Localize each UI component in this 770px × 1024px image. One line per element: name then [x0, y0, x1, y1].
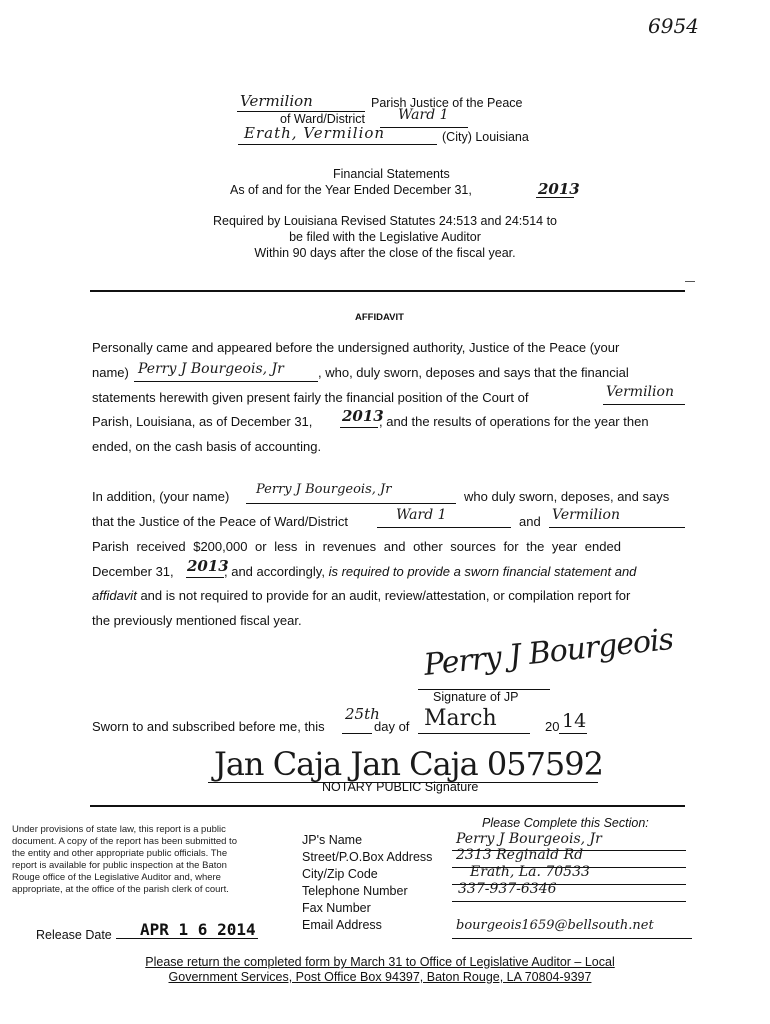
affidavit-p1-name-prefix: name) [92, 365, 129, 380]
affidavit-p2-line2-prefix: that the Justice of the Peace of Ward/District [92, 514, 349, 529]
email-underline [452, 938, 692, 939]
affidavit-p1-line2: , who, duly sworn, deposes and says that the financial [318, 365, 629, 380]
jp-name-label: JP's Name [302, 833, 363, 847]
affidavit-court-field: Vermilion [606, 384, 674, 400]
notary-signature: Jan Caja Jan Caja 057592 [214, 745, 603, 783]
year-ended-prefix: As of and for the Year Ended December 31, [230, 183, 472, 197]
public-record-disclaimer [12, 824, 237, 896]
affidavit-p2-parish-field: Vermilion [552, 507, 620, 523]
affidavit-p1-line3: statements herewith given present fairly the financial position of the Court of [92, 390, 529, 405]
disclaimer-line: Rouge office of the Legislative Auditor and, where [12, 872, 221, 883]
header-divider-tail [685, 281, 695, 282]
affidavit-p1-line1: Personally came and appeared before the undersigned authority, Justice of the Peace (your [92, 340, 620, 355]
disclaimer-line: report is available for public inspection at the Baton [12, 860, 227, 871]
affidavit-p2-line4 [92, 560, 174, 585]
p2-line5-suffix: and is not required to provide for an audit, review/attestation, or compilation report for [140, 588, 631, 603]
street-address-value: 2313 Reginald Rd [456, 847, 584, 863]
disclaimer-line: document. A copy of the report has been submitted to [12, 836, 237, 847]
footer-divider [90, 805, 685, 807]
requirement-line1: Required by Louisiana Revised Statutes 24:513 and 24:514 to [213, 214, 557, 228]
affidavit-p1-year-field: 2013 [342, 407, 384, 425]
affidavit-p2-ward-field: Ward 1 [396, 507, 447, 523]
notary-label: NOTARY PUBLIC Signature [322, 780, 479, 794]
p2-line4-prefix: December 31, [92, 564, 174, 579]
sworn-month-underline [418, 733, 530, 734]
return-instructions [100, 955, 660, 985]
return-line1: Please return the completed form by March 31 to Office of Legislative Auditor – Local [145, 955, 615, 969]
city-zip-value: Erath, La. 70533 [470, 864, 590, 880]
financial-statements-title: Financial Statements [333, 167, 450, 181]
affidavit-p2-line4-rest [224, 560, 636, 585]
ward-underline [380, 127, 468, 128]
header-divider [90, 290, 685, 292]
sworn-year-field: 14 [562, 710, 587, 732]
jp-name-value: Perry J Bourgeois, Jr [456, 831, 602, 847]
sworn-day-field: 25th [345, 705, 380, 723]
email-value: bourgeois1659@bellsouth.net [456, 918, 654, 933]
affidavit-p2-line5 [92, 584, 630, 609]
affidavit-p2-year-field: 2013 [187, 557, 229, 575]
sworn-month-field: March [424, 706, 497, 731]
p2-parish-underline [549, 527, 685, 528]
disclaimer-line: Under provisions of state law, this report is a public [12, 824, 226, 835]
telephone-label: Telephone Number [302, 884, 408, 898]
affidavit-heading: AFFIDAVIT [355, 312, 404, 323]
return-line2: Government Services, Post Office Box 94397, Baton Rouge, LA 70804-9397 [168, 970, 592, 984]
p1-year-underline [340, 427, 378, 428]
affidavit-p2-and: and [519, 514, 541, 529]
requirement-line3: Within 90 days after the close of the fiscal year. [254, 246, 516, 260]
release-date-label: Release Date [36, 928, 112, 942]
contact-field-labels [302, 832, 432, 934]
affidavit-p1-line4-suffix: , and the results of operations for the year then [379, 414, 649, 429]
disclaimer-line: appropriate, at the office of the parish clerk of court. [12, 884, 229, 895]
telephone-value: 337-937-6346 [458, 881, 557, 897]
year-ended-title [230, 183, 472, 197]
p2-line5-italic: affidavit [92, 588, 137, 603]
p2-year-underline [186, 577, 224, 578]
email-label: Email Address [302, 918, 382, 932]
fax-label: Fax Number [302, 901, 371, 915]
disclaimer-line: the entity and other appropriate public officials. The [12, 848, 228, 859]
release-date-stamp: APR 1 6 2014 [140, 920, 256, 939]
sworn-day-of: day of [374, 719, 410, 734]
release-date-underline [116, 938, 258, 939]
p2-ward-underline [377, 527, 511, 528]
year-field: 2013 [538, 180, 580, 198]
sworn-prefix: Sworn to and subscribed before me, this [92, 719, 325, 734]
header-line1: Parish Justice of the Peace [371, 96, 523, 110]
affidavit-p1-line5: ended, on the cash basis of accounting. [92, 439, 322, 454]
parish-name-field: Vermilion [240, 92, 313, 110]
p2-name-underline [246, 503, 456, 504]
year-underline [536, 197, 574, 198]
court-underline [603, 404, 685, 405]
city-field: Erath, Vermilion [244, 124, 386, 142]
affidavit-p2-line1-suffix: who duly sworn, deposes, and says [464, 489, 670, 504]
affidavit-p2-line3: Parish received $200,000 or less in revenues and other sources for the year ended [92, 539, 621, 554]
jp-signature: Perry J Bourgeois [422, 621, 675, 683]
jp-signature-label: Signature of JP [433, 690, 519, 704]
complete-section-heading: Please Complete this Section: [482, 816, 649, 830]
sworn-year-underline [559, 733, 587, 734]
ward-field: Ward 1 [398, 107, 449, 123]
affidavit-p1-name-field: Perry J Bourgeois, Jr [138, 361, 284, 377]
sworn-day-underline [342, 733, 372, 734]
p2-line4-plain: , and accordingly, [224, 564, 325, 579]
affidavit-p1-line4-prefix: Parish, Louisiana, as of December 31, [92, 414, 313, 429]
p2-line4-italic: is required to provide a sworn financial statement and [328, 564, 637, 579]
affidavit-p2-name-field: Perry J Bourgeois, Jr [256, 482, 392, 497]
affidavit-p2-prefix: In addition, (your name) [92, 489, 230, 504]
document-number: 6954 [648, 14, 699, 38]
affidavit-p2-line6: the previously mentioned fiscal year. [92, 613, 302, 628]
street-address-label: Street/P.O.Box Address [302, 850, 433, 864]
p1-name-underline [134, 381, 318, 382]
requirement-line2: be filed with the Legislative Auditor [289, 230, 481, 244]
city-zip-label: City/Zip Code [302, 867, 378, 881]
city-suffix: (City) Louisiana [442, 130, 529, 144]
telephone-underline [452, 901, 686, 902]
ward-label: of Ward/District [280, 112, 365, 126]
city-underline [238, 144, 437, 145]
requirement-text [150, 213, 620, 261]
sworn-year-prefix: 20 [545, 719, 560, 734]
